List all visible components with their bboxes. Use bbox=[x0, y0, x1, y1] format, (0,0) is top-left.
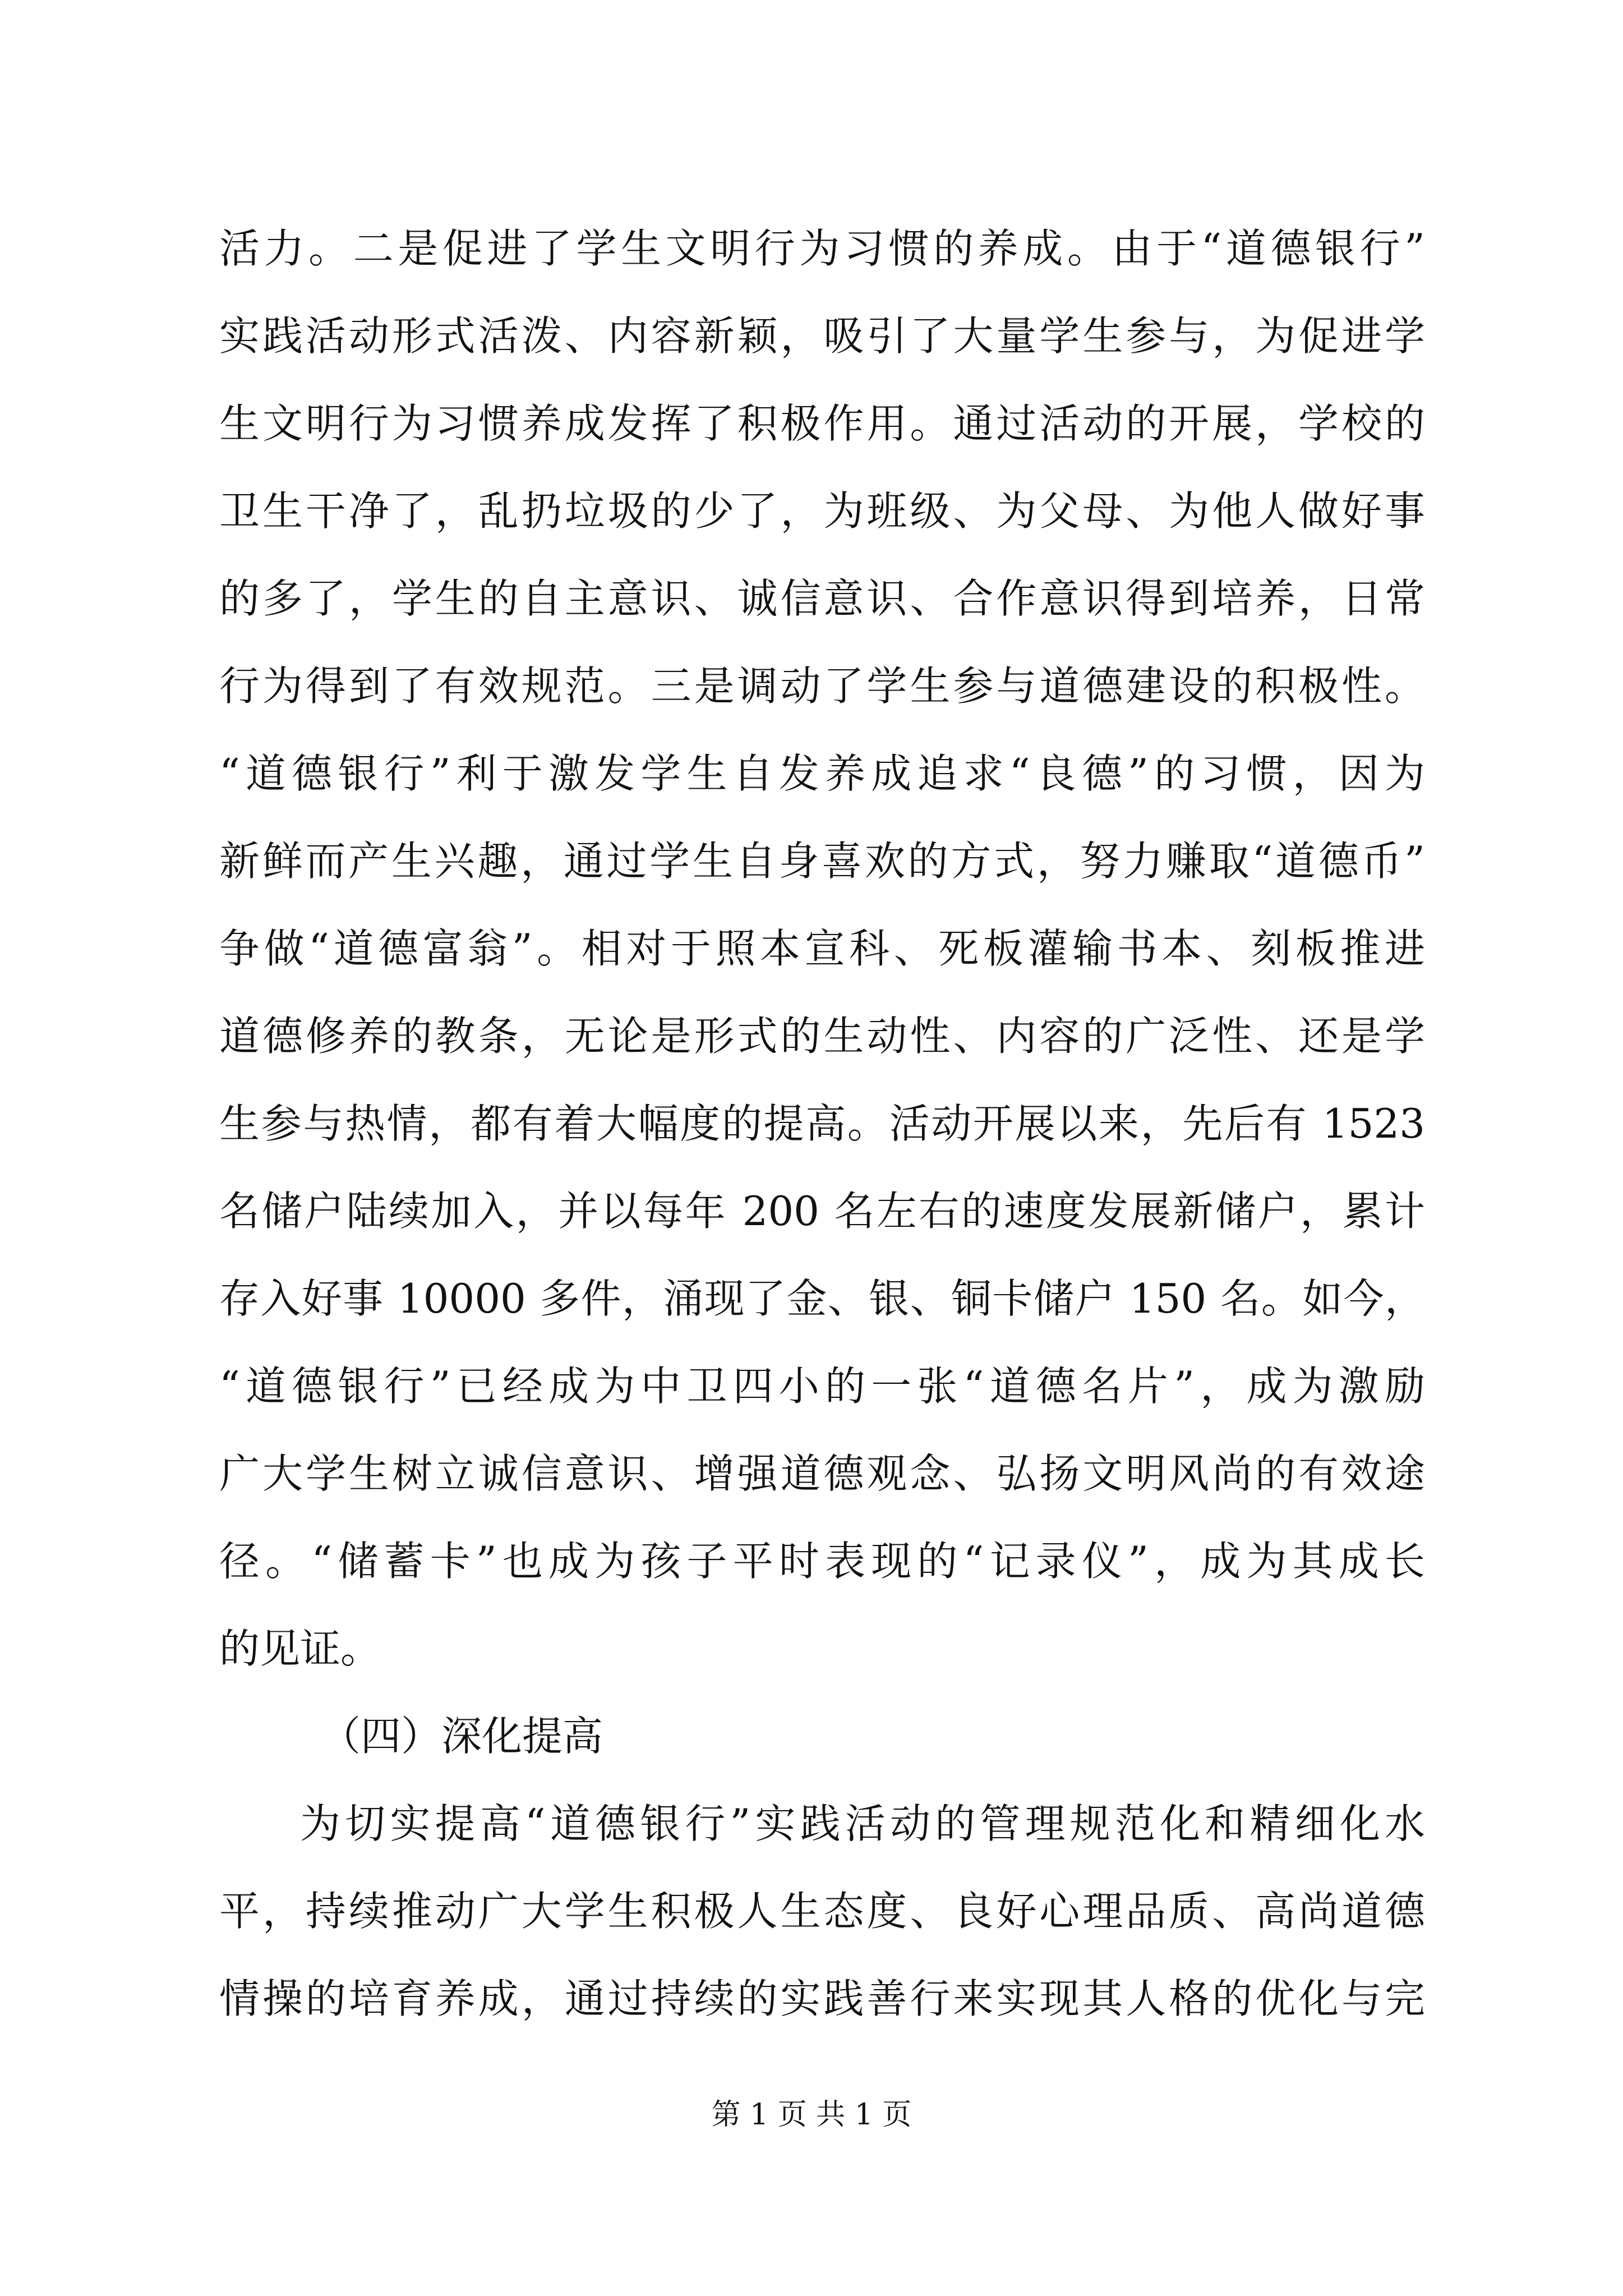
paragraph-line: 行为得到了有效规范。三是调动了学生参与道德建设的积极性。 bbox=[219, 662, 1425, 710]
paragraph-line: 存入好事 10000 多件，涌现了金、银、铜卡储户 150 名。如今， bbox=[219, 1275, 1425, 1322]
paragraph-line: 争做“道德富翁”。相对于照本宣科、死板灌输书本、刻板推进 bbox=[219, 925, 1425, 972]
paragraph-line: 为切实提高“道德银行”实践活动的管理规范化和精细化水 bbox=[300, 1800, 1425, 1847]
paragraph-line: 新鲜而产生兴趣，通过学生自身喜欢的方式，努力赚取“道德币” bbox=[219, 838, 1425, 885]
paragraph-line: 生参与热情，都有着大幅度的提高。活动开展以来，先后有 1523 bbox=[219, 1100, 1425, 1147]
paragraph-line: 广大学生树立诚信意识、增强道德观念、弘扬文明风尚的有效途 bbox=[219, 1450, 1425, 1497]
paragraph-line: 实践活动形式活泼、内容新颖，吸引了大量学生参与，为促进学 bbox=[219, 312, 1425, 360]
paragraph-line: 情操的培育养成，通过持续的实践善行来实现其人格的优化与完 bbox=[219, 1975, 1425, 2022]
paragraph-line: 道德修养的教条，无论是形式的生动性、内容的广泛性、还是学 bbox=[219, 1013, 1425, 1060]
page-number-label: 第 1 页 共 1 页 bbox=[711, 2098, 912, 2132]
paragraph-line: “道德银行”利于激发学生自发养成追求“良德”的习惯，因为 bbox=[219, 750, 1425, 797]
paragraph-line: “道德银行”已经成为中卫四小的一张“道德名片”，成为激励 bbox=[219, 1363, 1425, 1410]
paragraph-line: 生文明行为习惯养成发挥了积极作用。通过活动的开展，学校的 bbox=[219, 400, 1425, 447]
paragraph-line: 卫生干净了，乱扔垃圾的少了，为班级、为父母、为他人做好事 bbox=[219, 487, 1425, 535]
paragraph-line: 活力。二是促进了学生文明行为习惯的养成。由于“道德银行” bbox=[219, 225, 1425, 272]
document-body bbox=[219, 205, 1425, 2042]
paragraph-line: 平，持续推动广大学生积极人生态度、良好心理品质、高尚道德 bbox=[219, 1888, 1425, 1935]
section-heading: （四）深化提高 bbox=[320, 1713, 603, 1760]
paragraph-line: 的见证。 bbox=[219, 1625, 381, 1672]
paragraph-line: 径。“储蓄卡”也成为孩子平时表现的“记录仪”，成为其成长 bbox=[219, 1538, 1425, 1585]
page-footer bbox=[0, 2095, 1623, 2134]
paragraph-line: 名储户陆续加入，并以每年 200 名左右的速度发展新储户，累计 bbox=[219, 1188, 1425, 1235]
paragraph-line: 的多了，学生的自主意识、诚信意识、合作意识得到培养，日常 bbox=[219, 575, 1425, 622]
